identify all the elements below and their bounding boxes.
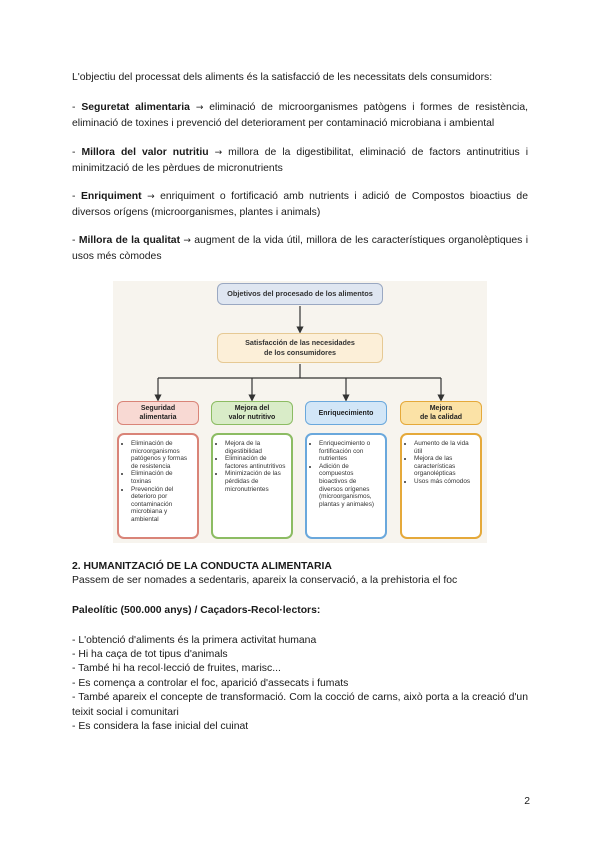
arrow-icon: → [195, 103, 204, 113]
goal-text: enriquiment o fortificació amb nutrients i adició de Compostos bioactius de diversos orígens (microorganismes, plantes i animals) [72, 191, 528, 218]
bullet-line: - També hi ha recol·lecció de fruites, marisc... [72, 663, 281, 674]
bullet-line: - Es considera la fase inicial del cuinat [72, 721, 249, 732]
list-item: • Eliminación de microorganismos patógenos y formas de resistencia [131, 440, 193, 470]
goal-term: Enriquiment [80, 191, 142, 202]
head-line-2: alimentaria [139, 414, 177, 421]
bullet-line: - Es comença a controlar el foc, aparició d'assecats i fumats [72, 678, 349, 689]
diagram-top-box: Objetivos del procesado de los alimentos [217, 283, 383, 305]
arrow-icon: → [147, 192, 155, 202]
section-subtitle: Passem de ser nomades a sedentaris, apareix la conservació, a la prehistoria el foc [72, 575, 458, 586]
list-item: • Enriquecimiento o fortificación con nutrientes [319, 440, 381, 463]
goal-paragraph-1: - Seguretat alimentaria → eliminació de microorganismes patògens i formes de resistència, eliminació de toxines i prevenció del deteriorament per contaminació microbiana i ambiental [72, 102, 528, 129]
goal-paragraph-2: - Millora del valor nutritiu → millora de la digestibilitat, eliminació de factors antinutritius i minimització de les pèrdues de micronutrients [72, 147, 529, 174]
bullet-line: - L'obtenció d'aliments és la primera activitat humana [72, 635, 317, 646]
list-item: • Aumento de la vida útil [414, 440, 476, 455]
category-head-enrichment [305, 401, 387, 425]
arrow-icon: → [214, 148, 223, 158]
list-item: • Prevención del deterioro por contaminación microbiana y ambiental [131, 486, 193, 524]
goal-term: Millora de la qualitat [78, 235, 181, 246]
bullet-line: - Hi ha caça de tot tipus d'animals [72, 649, 228, 660]
list-item: • Adición de compuestos bioactivos de diversos orígenes (microorganismos, plantas y animales) [319, 463, 381, 509]
goal-text: augment de la vida útil, millora de les característiques organolèptiques i usos més còmodes [72, 235, 529, 262]
goal-text: millora de la digestibilitat, eliminació de factors antinutritius i minimització de les pèrdues de micronutrients [72, 147, 529, 174]
head-line-2: valor nutritivo [228, 414, 276, 421]
category-body-nutrition [211, 433, 293, 539]
list-item: • Mejora de las características organolépticas [414, 455, 476, 478]
head-line-1: Mejora [429, 405, 453, 412]
category-head-nutrition [211, 401, 293, 425]
category-body-quality [400, 433, 482, 539]
middle-line-1: Satisfacción de las necesidades [245, 338, 355, 347]
objectives-diagram [113, 281, 487, 543]
goal-paragraph-4: - Millora de la qualitat → augment de la vida útil, millora de les característiques organolèptiques i usos més còmodes [72, 235, 529, 262]
diagram-middle-box [217, 333, 383, 363]
list-item: • Eliminación de toxinas [131, 470, 193, 485]
category-body-safety [117, 433, 199, 539]
head-line-1: Mejora del [234, 405, 270, 412]
page-number: 2 [524, 796, 530, 807]
bullet-line: - També apareix el concepte de transformació. Com la cocció de carns, això porta a la creació d'un teixit social i comunitari [72, 692, 528, 718]
arrow-icon: → [183, 236, 191, 246]
goal-text: eliminació de microorganismes patògens i formes de resistència, eliminació de toxines i prevenció del deteriorament per contaminació microbiana i ambiental [72, 102, 528, 129]
head-line-2: de la calidad [419, 414, 463, 421]
section-heading: 2. HUMANITZACIÓ DE LA CONDUCTA ALIMENTARIA [72, 561, 332, 572]
list-item: • Usos más cómodos [414, 478, 476, 486]
head-line-1: Enriquecimiento [318, 409, 374, 417]
list-item: • Mejora de la digestibilidad [225, 440, 287, 455]
head-line-1: Seguridad [140, 405, 176, 412]
middle-line-2: de los consumidores [264, 348, 336, 357]
goal-term: Seguretat alimentaria [81, 102, 190, 113]
intro-paragraph: L'objectiu del processat dels aliments és la satisfacció de les necessitats dels consumidors: [72, 72, 493, 83]
category-head-quality [400, 401, 482, 425]
goal-paragraph-3: - Enriquiment → enriquiment o fortificació amb nutrients i adició de Compostos bioactius de diversos orígens (microorganismes, plantes i animals) [72, 191, 528, 218]
period-heading: Paleolític (500.000 anys) / Caçadors-Recol·lectors: [72, 605, 321, 616]
goal-term: Millora del valor nutritiu [81, 147, 209, 158]
list-item: • Minimización de las pérdidas de micronutrientes [225, 470, 287, 493]
category-body-enrichment [305, 433, 387, 539]
list-item: • Eliminación de factores antinutritivos [225, 455, 287, 470]
category-head-safety [117, 401, 199, 425]
